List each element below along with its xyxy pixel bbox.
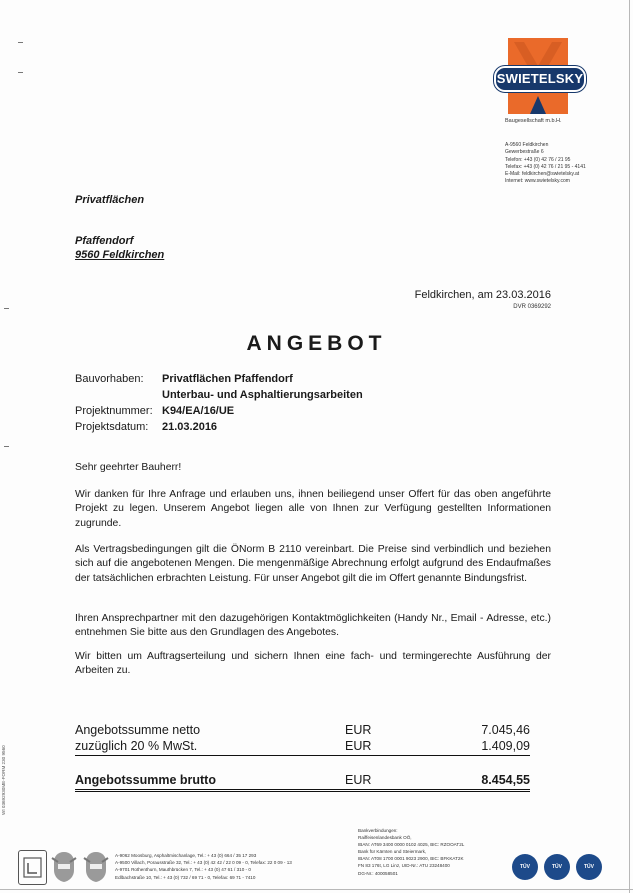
fold-mark [18, 42, 23, 43]
coat-of-arms-icon [82, 850, 110, 884]
address-line: Telefon: +43 (0) 42 76 / 21 95 [505, 156, 571, 163]
company-subtitle: Baugesellschaft m.b.H. [505, 118, 562, 124]
address-line: Gewerbestraße 6 [505, 149, 544, 156]
company-address [505, 142, 586, 186]
mwst-currency: EUR [345, 739, 372, 753]
seal-icon [19, 851, 46, 884]
mwst-amount: 1.409,09 [481, 739, 530, 753]
detail-label: Projektsdatum: [75, 421, 149, 433]
brutto-currency: EUR [345, 773, 372, 787]
tuv-certification-icon: TÜV [512, 854, 538, 880]
body-paragraph: Wir bitten um Auftragserteilung und sichern Ihnen eine fach- und termingerechte Ausführung der Arbeiten zu. [75, 651, 551, 677]
bank-details [358, 827, 464, 877]
office-line: A-9500 Villach, Porausstraße 32, Tel.: + 43 (0) 42 42 / 22 0 09 - 0, Telefax: 22 0 09 - 13 [115, 860, 292, 866]
document-title: ANGEBOT [246, 332, 387, 355]
bank-line: FN 83 176t, LG Linz, UID-Nr.: ATU 23248400 [358, 863, 450, 869]
netto-currency: EUR [345, 723, 372, 737]
recipient-street: Pfaffendorf [75, 235, 134, 247]
brutto-label: Angebotssumme brutto [75, 773, 216, 787]
body-paragraph: Ihren Ansprechpartner mit den dazugehörigen Kontaktmöglichkeiten (Handy Nr., Email - Adresse, etc.) entnehmen Sie bitte aus den Grundlagen des Angebotes. [75, 613, 551, 639]
detail-value: K94/EA/16/UE [162, 405, 235, 417]
office-line: A-9701 Rothenthurn, Mauthbrücken 7, Tel.: + 43 (0) 47 61 / 310 - 0 [115, 867, 251, 873]
coat-of-arms-icon [50, 850, 78, 884]
fold-mark [18, 72, 23, 73]
date-line: Feldkirchen, am 23.03.2016 [414, 289, 551, 301]
logo-wordmark: SWIETELSKY [496, 71, 584, 86]
recipient-name: Privatflächen [75, 194, 145, 206]
company-logo [496, 38, 584, 114]
bank-line: IBAN: AT69 3400 0000 0102 4025, BIC: RZOOAT2L [358, 842, 465, 848]
body-paragraph: Wir danken für Ihre Anfrage und erlauben uns, ihnen beiliegend unser Offert für das oben angeführte Projekt zu legen. Unserem Angebot liegen alle von Ihnen zur Verfügung gestellten Informationen zugrunde. [75, 489, 551, 529]
total-rule [75, 791, 530, 792]
certification-seal [18, 850, 47, 885]
sum-divider [75, 755, 530, 756]
office-addresses [115, 852, 292, 881]
detail-value: Privatflächen Pfaffendorf [162, 373, 293, 385]
salutation: Sehr geehrter Bauherr! [75, 462, 182, 473]
address-line: E-Mail: feldkirchen@swietelsky.at [505, 171, 580, 178]
bank-line: Raiffeisenlandesbank OÖ, [358, 835, 412, 841]
detail-label: Bauvorhaben: [75, 373, 144, 385]
brutto-amount: 8.454,55 [481, 773, 530, 787]
detail-value: Unterbau- und Asphaltierungsarbeiten [162, 389, 363, 401]
detail-value: 21.03.2016 [162, 421, 218, 433]
fold-mark [4, 308, 9, 309]
page-frame-bottom [0, 889, 633, 890]
address-line: Internet: www.swietelsky.com [505, 178, 570, 185]
body-paragraph: Als Vertragsbedingungen gilt die ÖNorm B 2110 vereinbart. Die Preise sind verbindlich und beziehen sich auf die angebotenen Mengen. Die mengenmäßige Abrechnung erfolgt aufgrund des Endaufmaßes der tatsächlichen erbrachten Leistung. Für unser Angebot gilt die im Offert genannte Bindungsfrist. [75, 544, 551, 584]
recipient-city: 9560 Feldkirchen [75, 249, 165, 261]
form-code: WI 03692930ME-FORM 230 9560 [1, 745, 6, 815]
address-line: A-9560 Feldkirchen [505, 142, 549, 148]
office-line: Edlbachstraße 10, Tel.: + 43 (0) 732 / 69 71 - 0, Telefax: 69 71 - 7410 [115, 874, 256, 880]
mwst-label: zuzüglich 20 % MwSt. [75, 739, 198, 753]
office-line: A-9062 Moosburg, Asphaltmischanlage, Tel.: + 43 (0) 664 / 35 17 293 [115, 853, 257, 858]
detail-label: Projektnummer: [75, 405, 153, 417]
punch-mark [4, 446, 9, 447]
bank-line: Bank für Kärnten und Steiermark, [358, 849, 427, 855]
address-line: Telefax: +43 (0) 42 76 / 21 95 - 4141 [505, 163, 586, 170]
bank-line: IBAN: AT08 1700 0001 9023 2900, BIC: BFKKAT2K [358, 856, 464, 862]
bank-line: Bankverbindungen: [358, 828, 398, 833]
netto-label: Angebotssumme netto [75, 723, 201, 737]
page-frame-right [629, 0, 630, 893]
netto-amount: 7.045,46 [481, 723, 530, 737]
total-rule [75, 789, 530, 790]
tuv-certification-icon: TÜV [544, 854, 570, 880]
dvr-number: DVR 0369292 [513, 304, 551, 310]
bank-line: DG-Nr.: 400058501 [358, 870, 398, 876]
tuv-certification-icon: TÜV [576, 854, 602, 880]
